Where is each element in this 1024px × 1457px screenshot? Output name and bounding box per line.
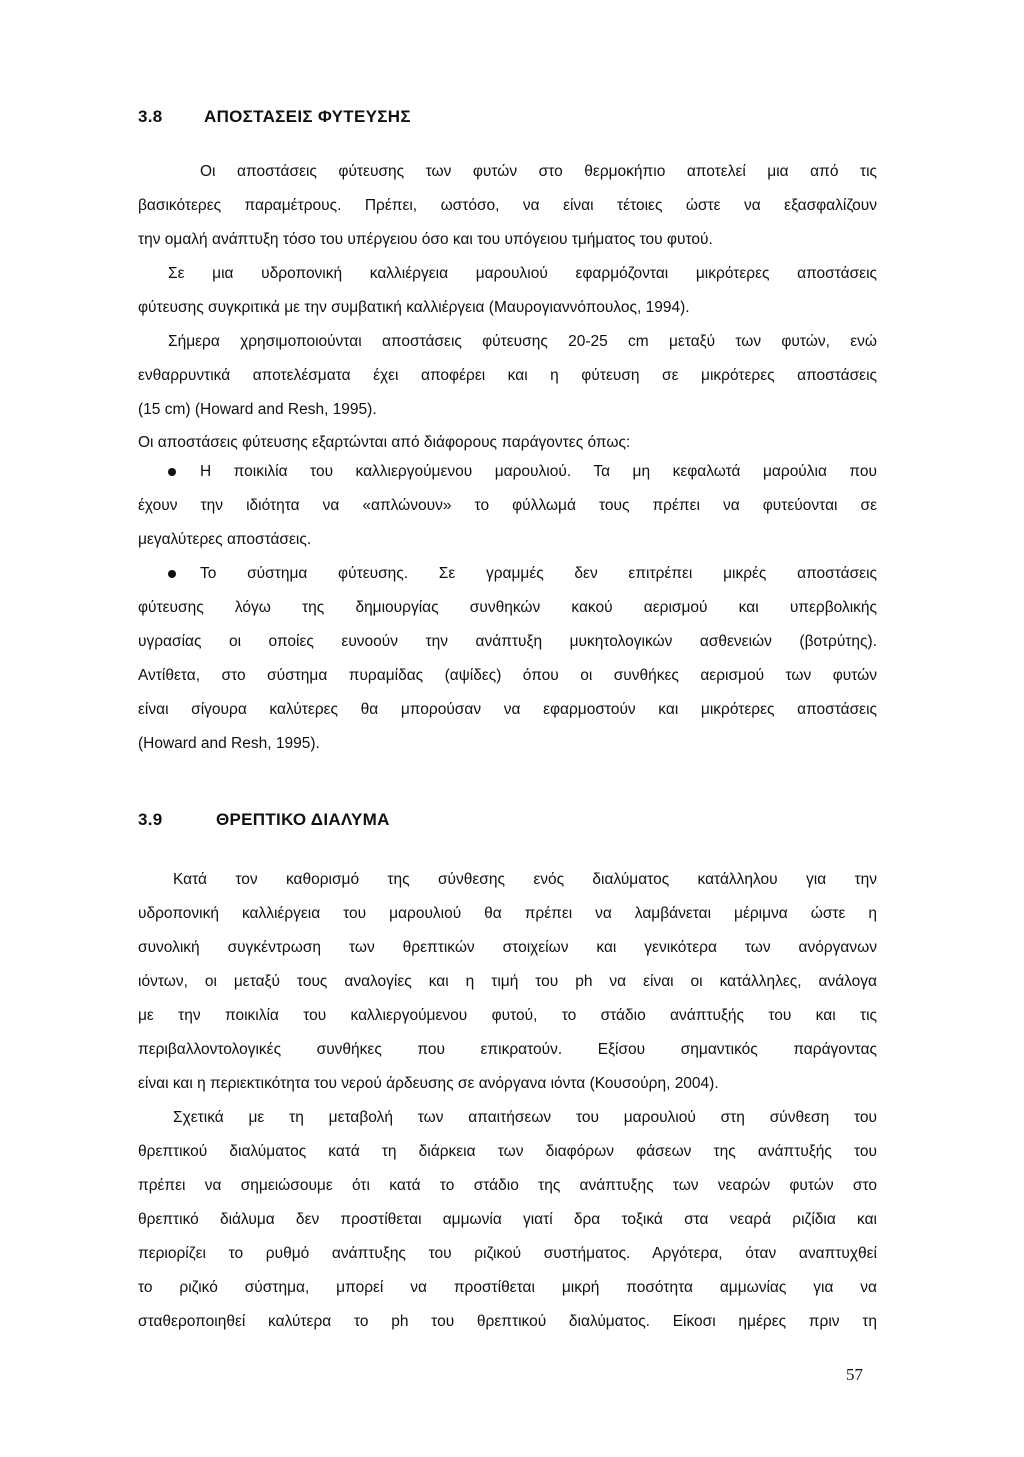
section-heading-3-8 — [138, 107, 411, 127]
text-line: ενθαρρυντικά αποτελέσματα έχει αποφέρει και η φύτευση σε μικρότερες αποστάσεις — [138, 367, 877, 384]
text-line: πρέπει να σημειώσουμε ότι κατά το στάδιο της ανάπτυξης των νεαρών φυτών στο — [138, 1177, 877, 1194]
text-line: Σήμερα χρησιμοποιούνται αποστάσεις φύτευσης 20-25 cm μεταξύ των φυτών, ενώ — [168, 333, 877, 350]
section-number: 3.9 — [138, 810, 163, 829]
text-line: θρεπτικού διαλύματος κατά τη διάρκεια των διαφόρων φάσεων της ανάπτυξής του — [138, 1143, 877, 1160]
text-line: Οι αποστάσεις φύτευσης εξαρτώνται από διάφορους παράγοντες όπως: — [138, 434, 631, 451]
text-line: Σε μια υδροπονική καλλιέργεια μαρουλιού εφαρμόζονται μικρότερες αποστάσεις — [168, 265, 877, 282]
section-heading-3-9 — [138, 810, 390, 830]
section-number: 3.8 — [138, 107, 163, 126]
text-line: φύτευσης συγκριτικά με την συμβατική καλλιέργεια (Μαυρογιαννόπουλος, 1994). — [138, 299, 690, 316]
text-line: Κατά τον καθορισμό της σύνθεσης ενός διαλύματος κατάλληλου για την — [173, 871, 877, 888]
text-line: θρεπτικό διάλυμα δεν προστίθεται αμμωνία γιατί δρα τοξικά στα νεαρά ριζίδια και — [138, 1211, 877, 1228]
text-line: την ομαλή ανάπτυξη τόσο του υπέργειου όσο και του υπόγειου τμήματος του φυτού. — [138, 231, 713, 248]
text-line: έχουν την ιδιότητα να «απλώνουν» το φύλλωμά τους πρέπει να φυτεύονται σε — [138, 497, 877, 514]
text-line: είναι σίγουρα καλύτερες θα μπορούσαν να εφαρμοστούν και μικρότερες αποστάσεις — [138, 701, 877, 718]
text-line: Αντίθετα, στο σύστημα πυραμίδας (αψίδες) όπου οι συνθήκες αερισμού των φυτών — [138, 667, 877, 684]
text-line: είναι και η περιεκτικότητα του νερού άρδευσης σε ανόργανα ιόντα (Κουσούρη, 2004). — [138, 1075, 719, 1092]
text-line: (15 cm) (Howard and Resh, 1995). — [138, 401, 377, 418]
bullet-icon — [168, 468, 176, 476]
text-line: φύτευσης λόγω της δημιουργίας συνθηκών κακού αερισμού και υπερβολικής — [138, 599, 877, 616]
text-line: υδροπονική καλλιέργεια του μαρουλιού θα πρέπει να λαμβάνεται μέριμνα ώστε η — [138, 905, 877, 922]
text-line: σταθεροποιηθεί καλύτερα το ph του θρεπτικού διαλύματος. Είκοσι ημέρες πριν τη — [138, 1313, 877, 1330]
text-line: περιορίζει το ρυθμό ανάπτυξης του ριζικού συστήματος. Αργότερα, όταν αναπτυχθεί — [138, 1245, 877, 1262]
text-line: (Howard and Resh, 1995). — [138, 735, 320, 752]
page-number: 57 — [846, 1365, 863, 1384]
text-line: Οι αποστάσεις φύτευσης των φυτών στο θερμοκήπιο αποτελεί μια από τις — [200, 163, 877, 180]
text-line: Σχετικά με τη μεταβολή των απαιτήσεων του μαρουλιού στη σύνθεση του — [173, 1109, 877, 1126]
text-line: μεγαλύτερες αποστάσεις. — [138, 531, 312, 548]
text-line: βασικότερες παραμέτρους. Πρέπει, ωστόσο, να είναι τέτοιες ώστε να εξασφαλίζουν — [138, 197, 877, 214]
section-title: ΘΡΕΠΤΙΚΟ ΔΙΑΛΥΜΑ — [216, 810, 390, 829]
text-line: συνολική συγκέντρωση των θρεπτικών στοιχείων και γενικότερα των ανόργανων — [138, 939, 877, 956]
text-line: το ριζικό σύστημα, μπορεί να προστίθεται μικρή ποσότητα αμμωνίας για να — [138, 1279, 877, 1296]
text-line: με την ποικιλία του καλλιεργούμενου φυτού, το στάδιο ανάπτυξής του και τις — [138, 1007, 877, 1024]
list-item-text: Η ποικιλία του καλλιεργούμενου μαρουλιού. Τα μη κεφαλωτά μαρούλια που — [200, 463, 877, 480]
bullet-icon — [168, 570, 176, 578]
text-line: περιβαλλοντολογικές συνθήκες που επικρατούν. Εξίσου σημαντικός παράγοντας — [138, 1041, 877, 1058]
text-line: ιόντων, οι μεταξύ τους αναλογίες και η τιμή του ph να είναι οι κατάλληλες, ανάλογα — [138, 973, 877, 990]
text-line: υγρασίας οι οποίες ευνοούν την ανάπτυξη μυκητολογικών ασθενειών (βοτρύτης). — [138, 633, 877, 650]
section-title: ΑΠΟΣΤΑΣΕΙΣ ΦΥΤΕΥΣΗΣ — [204, 107, 411, 126]
list-item-text: Το σύστημα φύτευσης. Σε γραμμές δεν επιτρέπει μικρές αποστάσεις — [200, 565, 877, 582]
